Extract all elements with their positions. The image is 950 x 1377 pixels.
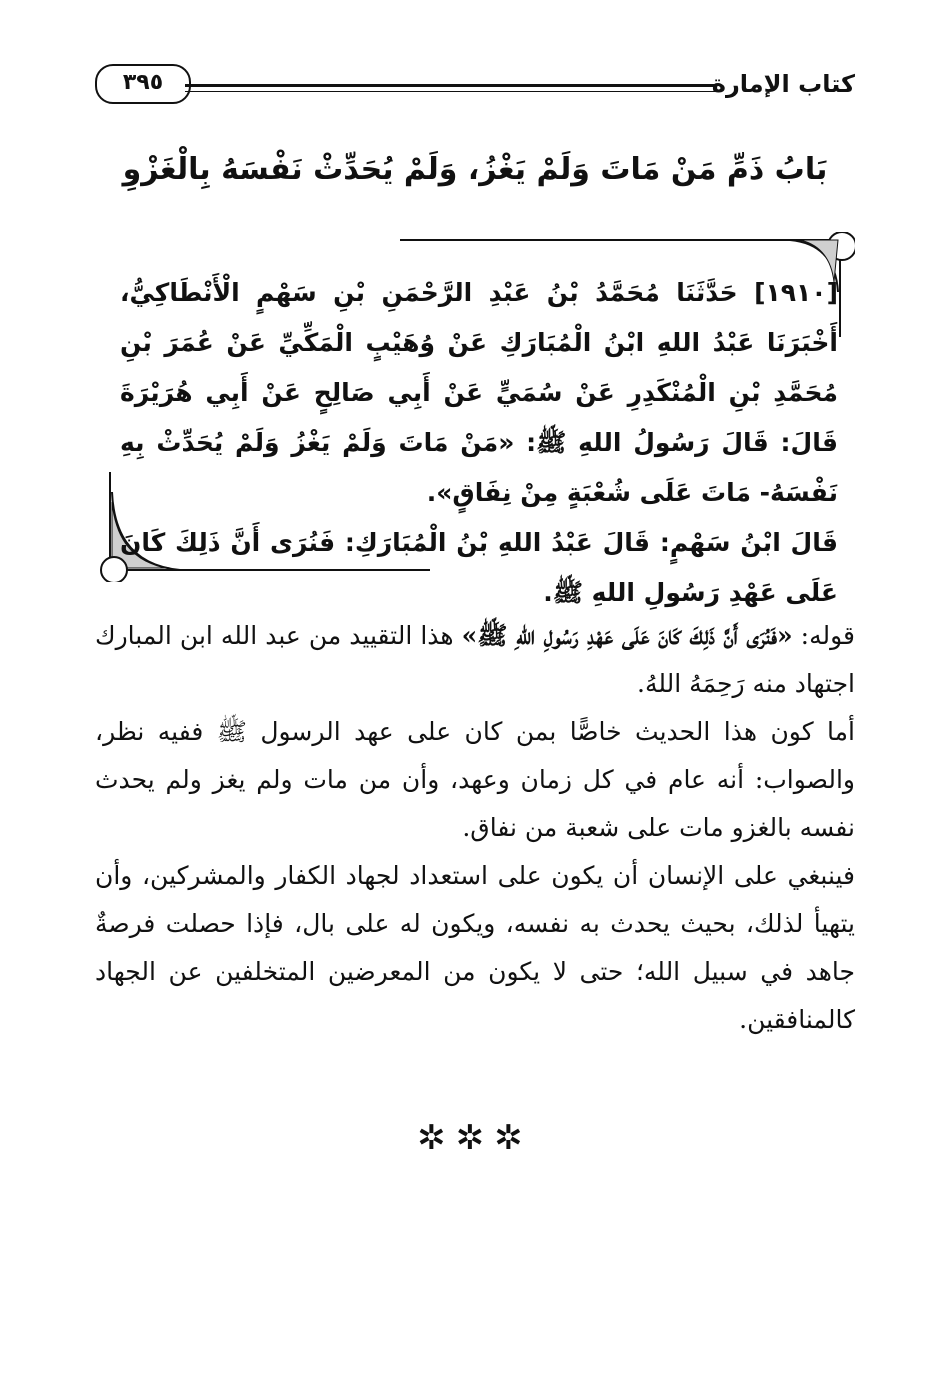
commentary-paragraph-2: أما كون هذا الحديث خاصًّا بمن كان على عهد الرسول ﷺ ففيه نظر، والصواب: أنه عام في كل زمان وعهد، وأن من مات ولم يغز ولم يحدث نفسه بالغزو مات على شعبة من نفاق. [95, 717, 855, 842]
commentary-paragraph-1 [95, 612, 855, 708]
commentary-prefix: قوله: [792, 621, 855, 650]
commentary [95, 612, 855, 1044]
header-rule [185, 84, 715, 87]
chapter-title: بَابُ ذَمِّ مَنْ مَاتَ وَلَمْ يَغْزُ، وَلَمْ يُحَدِّثْ نَفْسَهُ بِالْغَزْوِ [122, 152, 828, 187]
book-title: كتاب الإمارة [711, 70, 855, 98]
hadith-chain-and-text: [١٩١٠] حَدَّثَنَا مُحَمَّدُ بْنُ عَبْدِ الرَّحْمَنِ بْنِ سَهْمٍ الْأَنْطَاكِيُّ، أَخْبَرَنَا عَبْدُ اللهِ ابْنُ الْمُبَارَكِ عَنْ وُهَيْبٍ الْمَكِّيِّ عَنْ عُمَرَ بْنِ مُحَمَّدِ بْنِ الْمُنْكَدِرِ عَنْ سُمَيٍّ عَنْ أَبِي صَالِحٍ عَنْ أَبِي هُرَيْرَةَ قَالَ: قَالَ رَسُولُ اللهِ ﷺ: «مَنْ مَاتَ وَلَمْ يَغْزُ وَلَمْ يُحَدِّثْ بِهِ نَفْسَهُ- مَاتَ عَلَى شُعْبَةٍ مِنْ نِفَاقٍ». [120, 278, 838, 507]
hadith-narrator-note: قَالَ ابْنُ سَهْمٍ: قَالَ عَبْدُ اللهِ بْنُ الْمُبَارَكِ: فَنُرَى أَنَّ ذَلِكَ كَانَ عَلَى عَهْدِ رَسُولِ اللهِ ﷺ. [120, 528, 838, 607]
commentary-quote: «فَنُرَى أَنَّ ذَلِكَ كَانَ عَلَى عَهْدِ رَسُولِ اللهِ ﷺ» [461, 621, 793, 650]
page-header [95, 58, 855, 108]
commentary-paragraph-3: فينبغي على الإنسان أن يكون على استعداد لجهاد الكفار والمشركين، وأن يتهيأ لذلك، بحيث يحدث به نفسه، ويكون له على بال، فإذا حصلت فرصةٌ جاهد في سبيل الله؛ حتى لا يكون من المعرضين المتخلفين عن الجهاد كالمنافقين. [95, 861, 855, 1034]
section-end-ornament: ✲✲✲ [417, 1118, 533, 1158]
commentary-suffix: هذا التقييد من عبد الله ابن المبارك اجتهاد منه رَحِمَهُ اللهُ. [95, 621, 855, 698]
page-number: ٣٩٥ [95, 64, 191, 104]
hadith-text [120, 268, 838, 618]
